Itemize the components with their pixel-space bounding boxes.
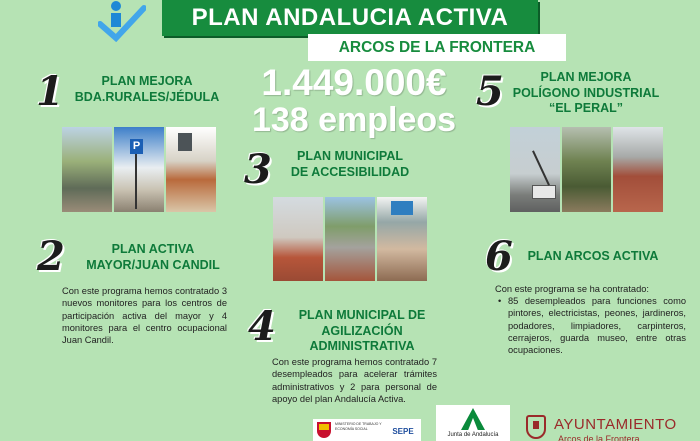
section-5-title-line3: “EL PERAL” — [548, 101, 624, 115]
section-1-title-line2: BDA.RURALES/JÉDULA — [74, 89, 220, 104]
page-subtitle: ARCOS DE LA FRONTERA — [338, 38, 536, 56]
gardening-photo — [562, 127, 612, 212]
section-3-number: 3 — [244, 146, 272, 193]
section-2-body: Con este programa hemos contratado 3 nuevos monitores para los centros de participación activa del mayor y 4 monitores para el centro ocupacional Juan Candil. — [62, 286, 227, 346]
section-3-title — [268, 149, 432, 180]
section-4-body: Con este programa hemos contratado 7 desempleados para acelerar trámites administrativos y 2 para personal de apoyo del plan Andalucía Activa. — [272, 357, 437, 404]
section-4-number: 4 — [248, 303, 276, 350]
section-5-title-line1: PLAN MEJORA — [540, 70, 632, 84]
junta-logo-icon — [461, 408, 485, 430]
section-5-number: 5 — [476, 68, 504, 115]
section-4-title-line1: PLAN MUNICIPAL DE — [298, 308, 426, 322]
planter-photo — [166, 127, 216, 212]
parking-sign-photo — [114, 127, 164, 212]
ayuntamiento-logo — [526, 414, 692, 441]
bullet-icon: • — [498, 296, 502, 306]
sidewalk-photo — [273, 197, 323, 281]
construction-photo — [377, 197, 427, 281]
section-6-intro: Con este programa se ha contratado: — [495, 284, 650, 294]
section-1-title-line1: PLAN MEJORA — [101, 74, 193, 88]
total-jobs: 138 empleos — [251, 101, 457, 139]
section-1-number: 1 — [36, 68, 64, 115]
total-amount: 1.449.000€ — [261, 62, 447, 103]
ramp-photo — [325, 197, 375, 281]
ayuntamiento-label: AYUNTAMIENTO — [554, 416, 677, 433]
section-1-photos — [62, 127, 216, 212]
section-5-title — [500, 70, 672, 117]
lift-truck-photo — [510, 127, 560, 212]
accessibility-logo-icon — [98, 0, 146, 42]
section-2-title-line2: MAYOR/JUAN CANDIL — [86, 257, 220, 272]
section-5-title-line2: POLÍGONO INDUSTRIAL — [512, 85, 660, 100]
page-title: PLAN ANDALUCIA ACTIVA — [191, 4, 509, 31]
ministry-logo — [313, 419, 421, 441]
section-4-title-line2: AGILIZACIÓN ADMINISTRATIVA — [309, 323, 415, 353]
header-title-banner — [162, 0, 538, 36]
section-6-bullet-text: 85 desempleados para funciones como pintores, electricistas, peones, jardineros, podadores, limpiadores, carpinteros, cerrajeros, guarda museo, entre otras ocupaciones. — [508, 296, 686, 356]
section-2-number: 2 — [37, 233, 65, 280]
ministry-name: MINISTERIO DE TRABAJO Y ECONOMÍA SOCIAL — [335, 422, 382, 431]
section-3-photos — [273, 197, 427, 281]
section-6-number: 6 — [485, 233, 513, 280]
section-2-title — [68, 242, 238, 273]
section-3-title-line2: DE ACCESIBILIDAD — [290, 164, 410, 179]
section-6-title: PLAN ARCOS ACTIVA — [527, 249, 659, 263]
section-1-title — [62, 74, 232, 105]
header-subtitle-box — [308, 34, 566, 61]
section-2-title-line1: PLAN ACTIVA — [111, 242, 195, 256]
section-4-title — [272, 308, 452, 355]
section-5-photos — [510, 127, 663, 212]
section-3-title-line1: PLAN MUNICIPAL — [296, 149, 403, 163]
junta-logo — [436, 405, 510, 441]
parking-sign-icon: P — [130, 139, 143, 154]
paved-street-photo — [613, 127, 663, 212]
ayuntamiento-subtitle: Arcos de la Frontera — [558, 434, 640, 441]
section-6-bullet — [498, 295, 686, 356]
junta-label: Junta de Andalucía — [447, 432, 499, 438]
sepe-label: SEPE — [392, 427, 414, 436]
street-photo — [62, 127, 112, 212]
